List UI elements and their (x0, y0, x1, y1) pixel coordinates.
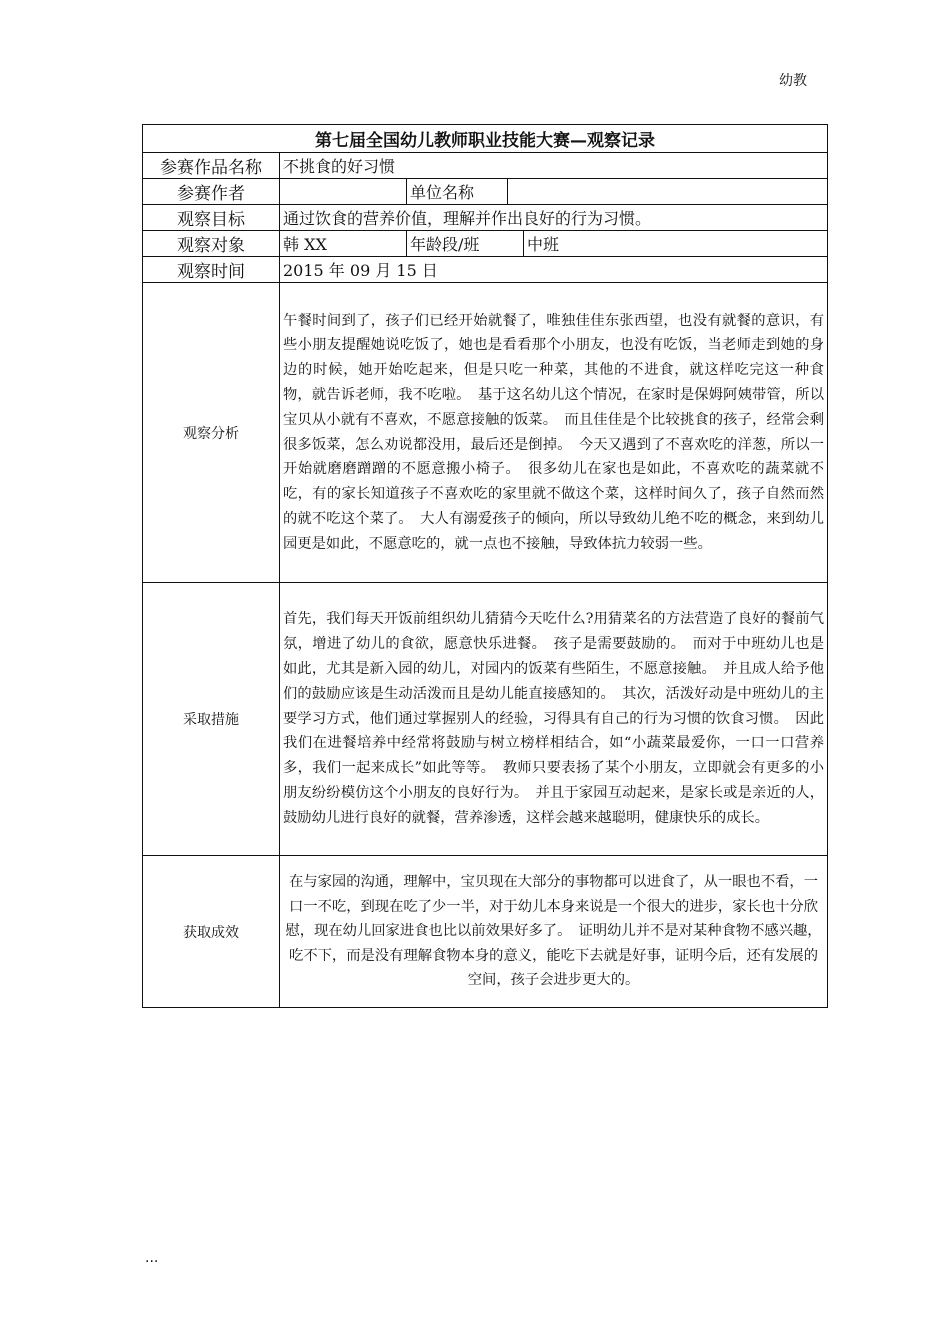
measures-text: 首先，我们每天开饭前组织幼儿猜猜今天吃什么?用猜菜名的方法营造了良好的餐前气氛，增进了幼儿的食欲，愿意快乐进餐。 孩子是需要鼓励的。 而对于中班幼儿也是如此，尤其是新入园的幼儿，对园内的饭菜有些陌生，不愿意接触。 并且成人给予他们的鼓励应该是生动活泼而且是幼儿能直接感知的。 其次，活泼好动是中班幼儿的主要学习方式，他们通过掌握别人的经验，习得具有自己的行为习惯的饮食习惯。 因此我们在进餐培养中经常将鼓励与树立榜样相结合，如“小蔬菜最爱你，一口一口营养多，我们一起来成长”如此等等。 教师只要表扬了某个小朋友，立即就会有更多的小朋友纷纷模仿这个小朋友的良好行为。 并且于家园互动起来，是家长或是亲近的人，鼓励幼儿进行良好的就餐，营养渗透，这样会越来越聪明，健康快乐的成长。 (280, 583, 828, 856)
measures-label: 采取措施 (143, 583, 280, 856)
author-value (280, 179, 407, 205)
age-value: 中班 (524, 231, 828, 257)
author-label: 参赛作者 (143, 179, 280, 205)
table-title: 第七届全国幼儿教师职业技能大赛—观察记录 (143, 125, 828, 153)
results-text: 在与家园的沟通，理解中，宝贝现在大部分的事物都可以进食了，从一眼也不看，一口一不吃，到现在吃了少一半，对于幼儿本身来说是一个很大的进步，家长也十分欣慰，现在幼儿回家进食也比以前效果好多了。 证明幼儿并不是对某种食物不感兴趣，吃不下，而是没有理解食物本身的意义，能吃下去就是好事，证明今后，还有发展的空间，孩子会进步更大的。 (280, 856, 828, 1008)
subject-value: 韩 XX (280, 231, 407, 257)
observation-record-table (142, 124, 828, 1008)
footer-note: ... (145, 1250, 159, 1266)
work-name-value: 不挑食的好习惯 (280, 153, 828, 179)
analysis-label: 观察分析 (143, 283, 280, 583)
goal-value: 通过饮食的营养价值，理解并作出良好的行为习惯。 (280, 205, 828, 231)
goal-label: 观察目标 (143, 205, 280, 231)
work-name-label: 参赛作品名称 (143, 153, 280, 179)
time-label: 观察时间 (143, 257, 280, 283)
time-value: 2015 年 09 月 15 日 (280, 257, 828, 283)
unit-value (508, 179, 828, 205)
age-label: 年龄段/班 (407, 231, 524, 257)
header-note: 幼教 (779, 73, 807, 89)
subject-label: 观察对象 (143, 231, 280, 257)
analysis-text: 午餐时间到了，孩子们已经开始就餐了，唯独佳佳东张西望，也没有就餐的意识，有些小朋友提醒她说吃饭了，她也是看看那个小朋友，也没有吃饭，当老师走到她的身边的时候，她开始吃起来，但是只吃一种菜，其他的不进食，就这样吃完这一种食物，就告诉老师，我不吃啦。 基于这名幼儿这个情况，在家时是保姆阿姨带管，所以宝贝从小就有不喜欢，不愿意接触的饭菜。 而且佳佳是个比较挑食的孩子，经常会剩很多饭菜，怎么劝说都没用，最后还是倒掉。 今天又遇到了不喜欢吃的洋葱，所以一开始就磨磨蹭蹭的不愿意搬小椅子。 很多幼儿在家也是如此，不喜欢吃的蔬菜就不吃，有的家长知道孩子不喜欢吃的家里就不做这个菜，这样时间久了，孩子自然而然的就不吃这个菜了。 大人有溺爱孩子的倾向，所以导致幼儿绝不吃的概念，来到幼儿园更是如此，不愿意吃的，就一点也不接触，导致体抗力较弱一些。 (280, 283, 828, 583)
unit-label: 单位名称 (407, 179, 508, 205)
results-label: 获取成效 (143, 856, 280, 1008)
